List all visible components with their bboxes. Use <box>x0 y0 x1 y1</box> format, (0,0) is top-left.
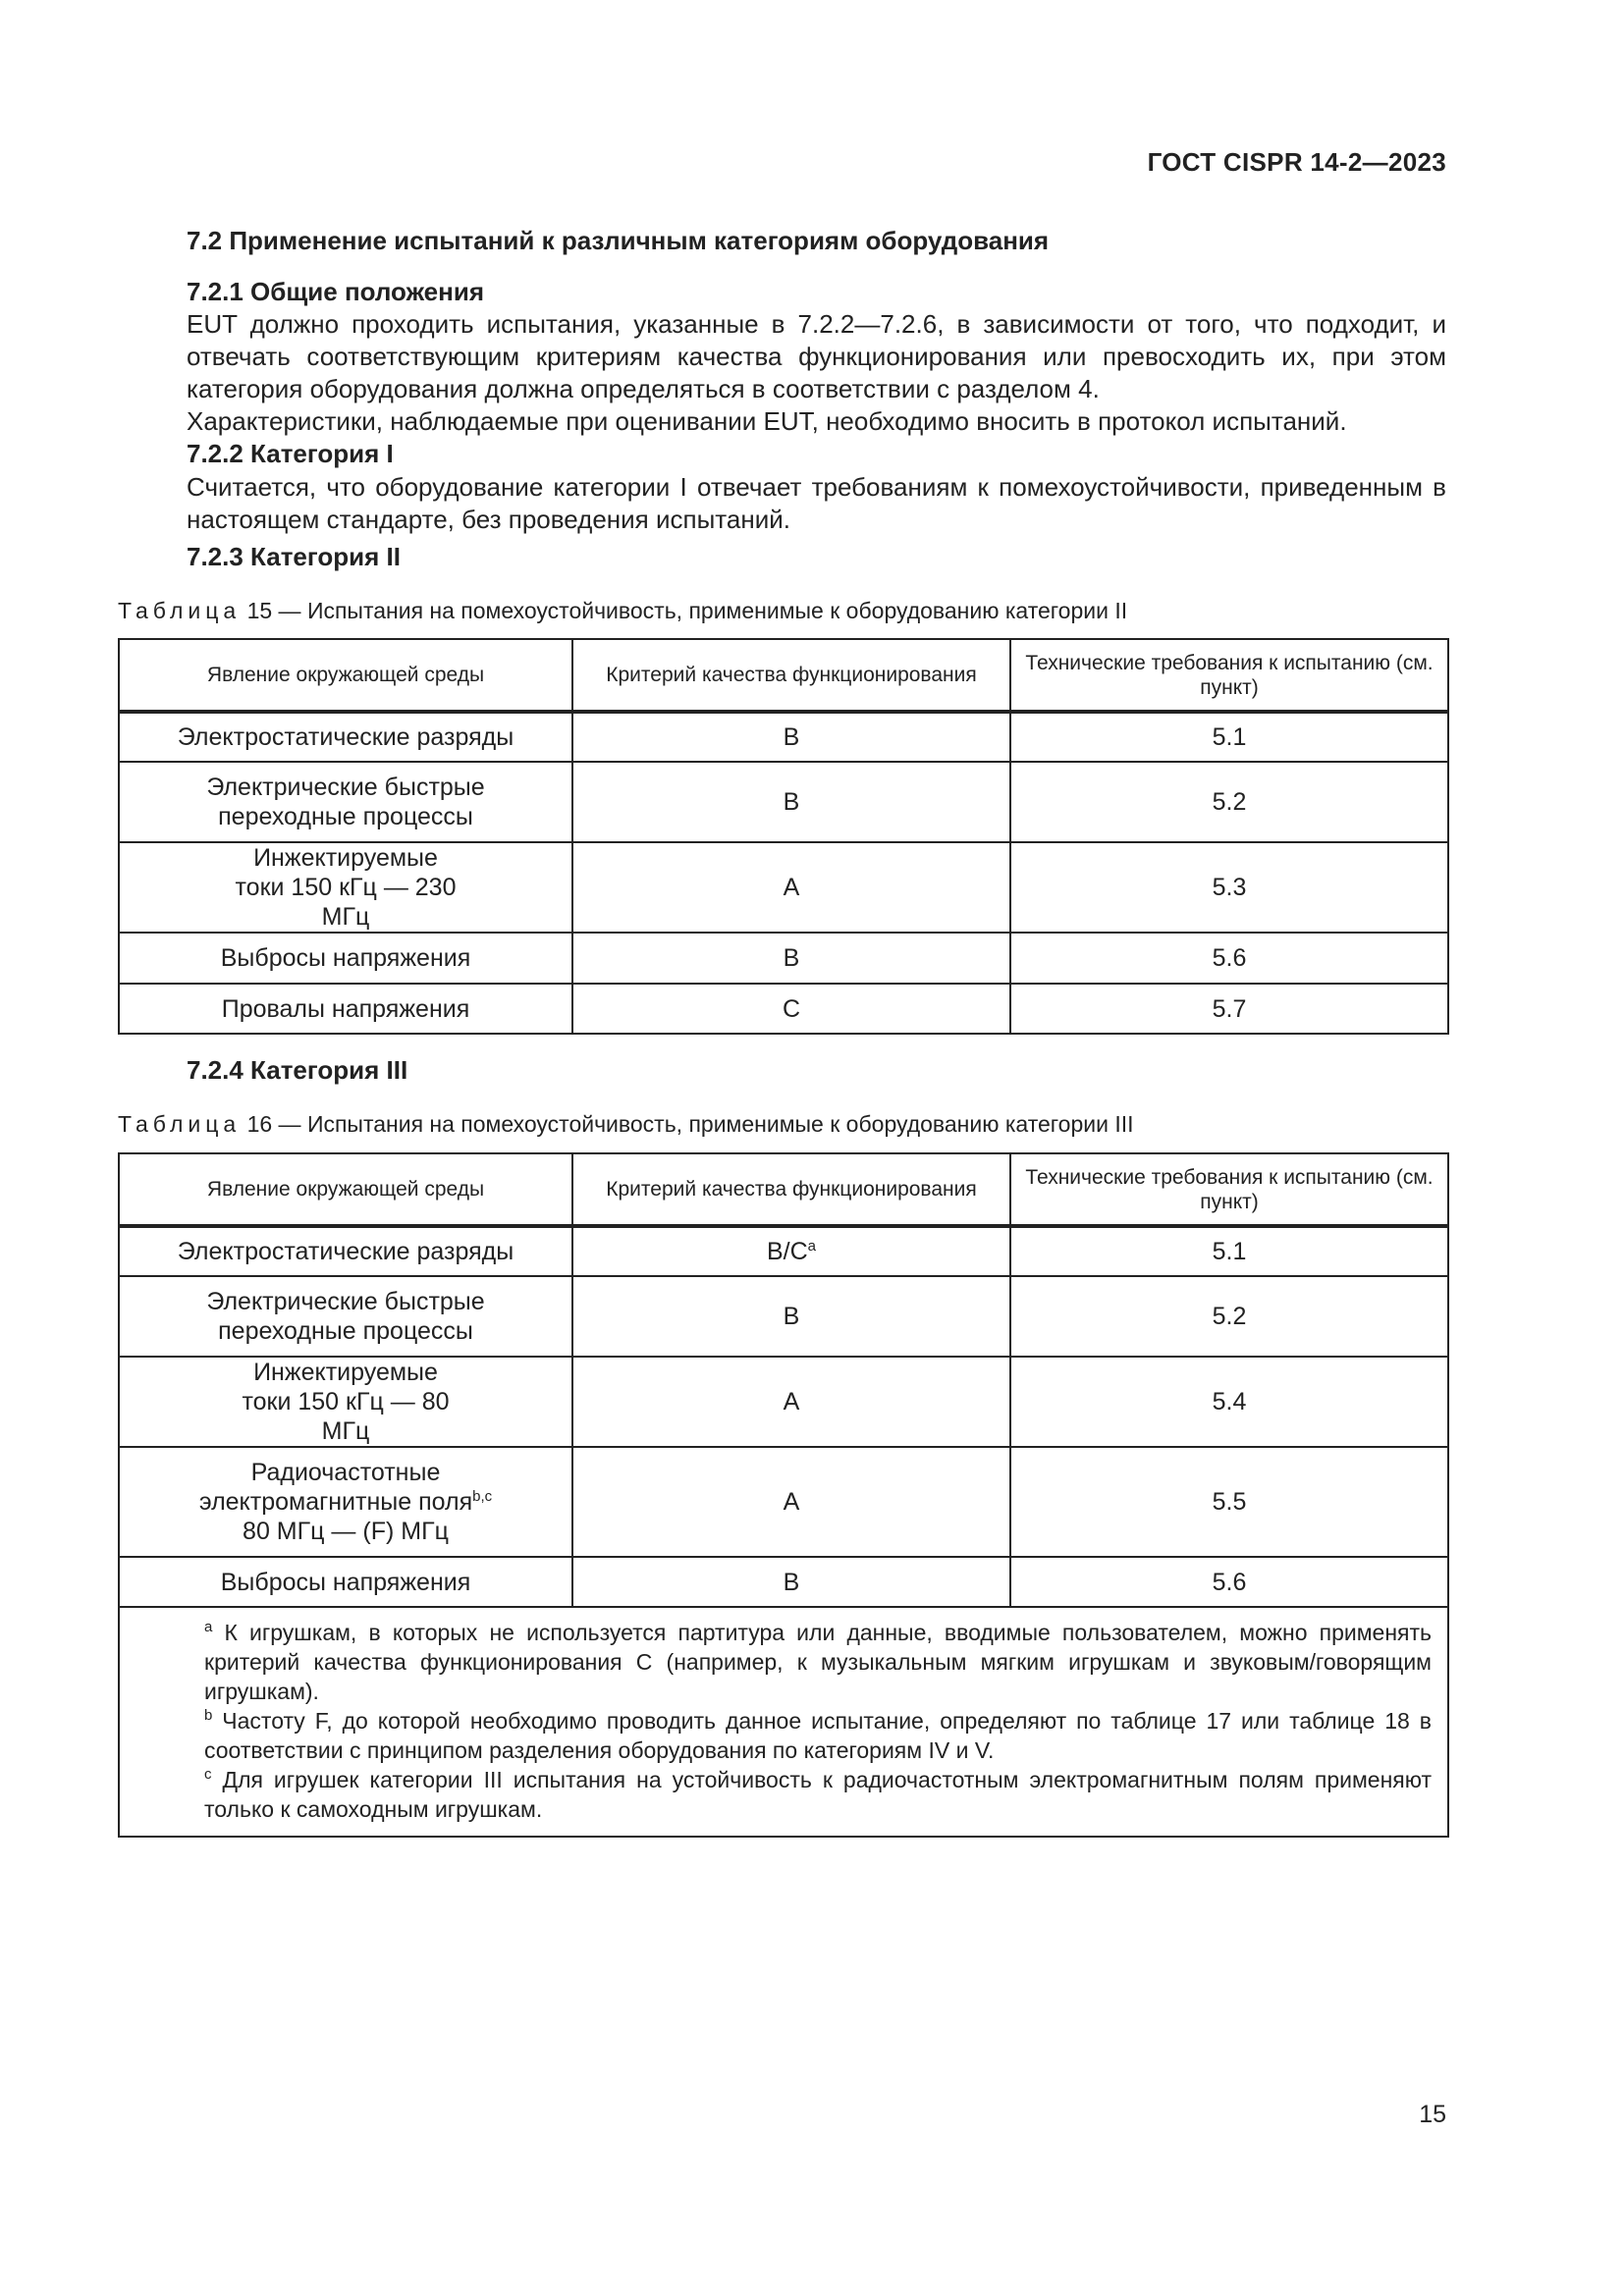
table-cell-phenomenon: Провалы напряжения <box>119 984 572 1034</box>
table-cell-phenomenon: Выбросы напряжения <box>119 933 572 984</box>
footnote-ref-a: a <box>807 1238 817 1255</box>
footnote-mark-b: b <box>204 1707 213 1724</box>
table-row <box>119 762 1448 842</box>
table-cell-clause: 5.6 <box>1010 1557 1448 1607</box>
heading-7-2-1: 7.2.1 Общие положения <box>187 277 484 306</box>
table-15-caption <box>118 598 1127 624</box>
footnote-a <box>135 1618 1432 1706</box>
table-row <box>119 984 1448 1034</box>
footnote-mark-c: c <box>204 1766 212 1783</box>
table-16-header-row <box>119 1153 1448 1226</box>
table-cell-phenomenon: Электрические быстрые переходные процессы <box>119 1276 572 1357</box>
table-16-footnotes <box>119 1607 1448 1837</box>
table-15-header-phenomenon: Явление окружающей среды <box>119 639 572 712</box>
paragraph-general <box>118 308 1446 438</box>
table-16-caption-text: 16 — Испытания на помехоустойчивость, применимые к оборудованию категории III <box>241 1111 1134 1137</box>
table-15-caption-text: 15 — Испытания на помехоустойчивость, применимые к оборудованию категории II <box>241 598 1128 623</box>
table-cell-phenomenon: Инжектируемые токи 150 кГц — 80 МГц <box>119 1357 572 1447</box>
footnote-b-text: Частоту F, до которой необходимо проводить данное испытание, определяют по таблице 17 или таблице 18 в соответствии с принципом разделения оборудования по категориям IV и V. <box>204 1708 1432 1763</box>
footnote-b <box>135 1706 1432 1765</box>
table-cell-clause: 5.2 <box>1010 762 1448 842</box>
table-cell-phenomenon: Электростатические разряды <box>119 712 572 762</box>
table-cell-phenomenon: Выбросы напряжения <box>119 1557 572 1607</box>
table-15-header-clause: Технические требования к испытанию (см. пункт) <box>1010 639 1448 712</box>
table-cell-criterion: B <box>572 762 1010 842</box>
table-cell-clause: 5.1 <box>1010 712 1448 762</box>
standard-code: ГОСТ CISPR 14-2—2023 <box>1147 147 1446 177</box>
table-cell-criterion: B <box>572 1276 1010 1357</box>
table-row <box>119 1357 1448 1447</box>
table-cell-phenomenon: Инжектируемые токи 150 кГц — 230 МГц <box>119 842 572 933</box>
table-15 <box>118 638 1449 1035</box>
footnote-c-text: Для игрушек категории III испытания на устойчивость к радиочастотным электромагнитным полям применяют только к самоходным игрушкам. <box>204 1767 1432 1822</box>
footnote-ref-bc: b,c <box>472 1488 493 1505</box>
table-row <box>119 1447 1448 1557</box>
table-cell-clause: 5.7 <box>1010 984 1448 1034</box>
table-cell-criterion: A <box>572 1357 1010 1447</box>
table-16 <box>118 1152 1449 1838</box>
table-cell-clause: 5.2 <box>1010 1276 1448 1357</box>
table-16-header-criterion: Критерий качества функционирования <box>572 1153 1010 1226</box>
paragraph-category-1-text: Считается, что оборудование категории I отвечает требованиям к помехоустойчивости, приведенным в настоящем стандарте, без проведения испытаний. <box>187 472 1446 534</box>
phenomenon-line-2 <box>126 1487 566 1517</box>
table-15-header-criterion: Критерий качества функционирования <box>572 639 1010 712</box>
table-cell-criterion: A <box>572 842 1010 933</box>
table-row <box>119 1557 1448 1607</box>
table-cell-phenomenon: Электрические быстрые переходные процессы <box>119 762 572 842</box>
criterion-value: B/C <box>766 1238 808 1265</box>
table-16-caption <box>118 1111 1134 1138</box>
table-cell-clause: 5.6 <box>1010 933 1448 984</box>
table-row <box>119 842 1448 933</box>
table-16-footnotes-row <box>119 1607 1448 1837</box>
table-cell-criterion: B <box>572 933 1010 984</box>
heading-7-2: 7.2 Применение испытаний к различным категориям оборудования <box>187 226 1050 255</box>
table-cell-criterion: B <box>572 712 1010 762</box>
table-cell-criterion <box>572 1226 1010 1276</box>
table-row <box>119 1226 1448 1276</box>
table-row <box>119 712 1448 762</box>
heading-7-2-2: 7.2.2 Категория I <box>187 439 394 468</box>
footnote-a-text: К игрушкам, в которых не используется партитура или данные, вводимые пользователем, можно применять критерий качества функционирования С (например, к музыкальным мягким игрушкам и звуковым/говорящим игрушкам). <box>204 1620 1432 1704</box>
heading-7-2-3: 7.2.3 Категория II <box>187 542 401 571</box>
table-15-header-row <box>119 639 1448 712</box>
table-cell-clause: 5.3 <box>1010 842 1448 933</box>
table-cell-criterion: B <box>572 1557 1010 1607</box>
table-cell-criterion: C <box>572 984 1010 1034</box>
table-row <box>119 1276 1448 1357</box>
table-16-header-clause: Технические требования к испытанию (см. пункт) <box>1010 1153 1448 1226</box>
table-cell-phenomenon <box>119 1447 572 1557</box>
table-16-caption-label: Таблица <box>118 1111 242 1137</box>
table-cell-clause: 5.4 <box>1010 1357 1448 1447</box>
table-cell-criterion: A <box>572 1447 1010 1557</box>
table-cell-phenomenon: Электростатические разряды <box>119 1226 572 1276</box>
phenomenon-line-2-text: электромагнитные поля <box>198 1488 473 1516</box>
paragraph-category-1 <box>118 471 1446 536</box>
table-15-caption-label: Таблица <box>118 598 242 623</box>
heading-7-2-4: 7.2.4 Категория III <box>187 1055 408 1085</box>
paragraph-eut-tests: EUT должно проходить испытания, указанные в 7.2.2—7.2.6, в зависимости от того, что подходит, и отвечать соответствующим критериям качества функционирования или превосходить их, при этом категория оборудования должна определяться в соответствии с разделом 4. <box>187 309 1446 403</box>
footnote-c <box>135 1765 1432 1824</box>
phenomenon-line-3: 80 МГц — (F) МГц <box>243 1518 449 1545</box>
page-number: 15 <box>1419 2101 1446 2128</box>
table-cell-clause: 5.5 <box>1010 1447 1448 1557</box>
table-16-header-phenomenon: Явление окружающей среды <box>119 1153 572 1226</box>
table-row <box>119 933 1448 984</box>
footnote-mark-a: a <box>204 1619 213 1635</box>
paragraph-characteristics: Характеристики, наблюдаемые при оценивании EUT, необходимо вносить в протокол испытаний. <box>187 406 1347 436</box>
table-cell-clause: 5.1 <box>1010 1226 1448 1276</box>
phenomenon-line-1: Радиочастотные <box>250 1459 441 1486</box>
